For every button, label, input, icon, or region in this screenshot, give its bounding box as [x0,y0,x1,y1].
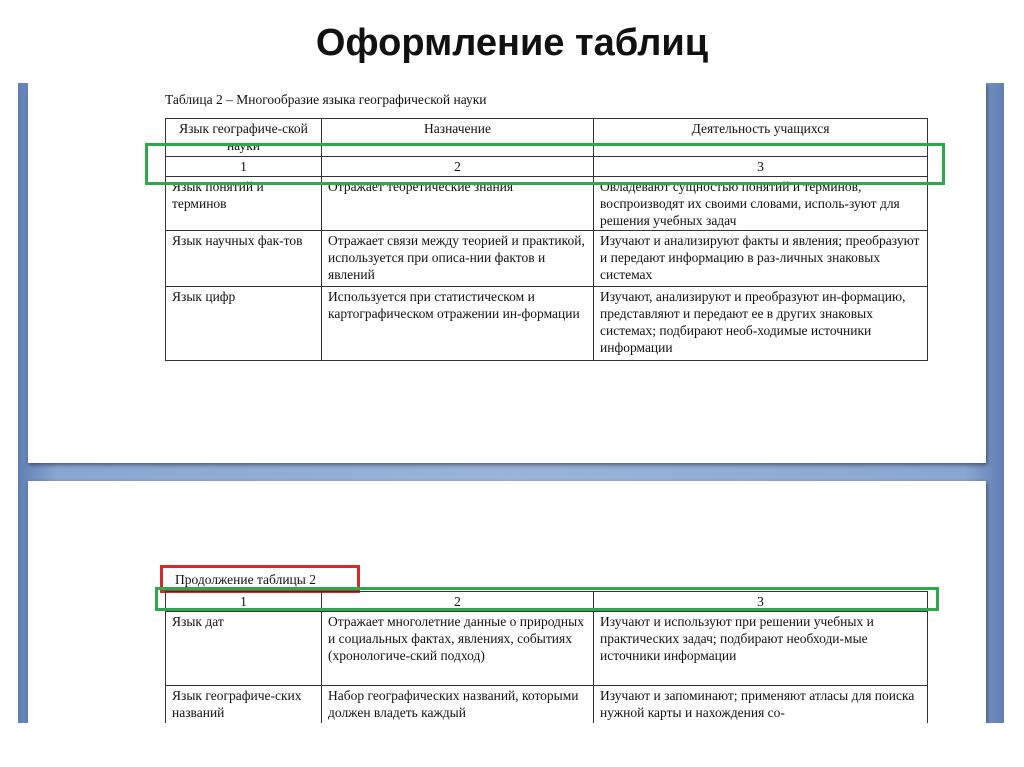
highlight-box-numbering [145,143,945,185]
column-number: 1 [166,592,322,612]
table-cell: Язык дат [166,612,322,686]
header-cell: Назначение [322,119,594,157]
table-cell: Язык цифр [166,287,322,361]
table-cell: Отражает многолетние данные о природных и социальных фактах, явлениях, событиях (хронологиче-ский подход) [322,612,594,686]
table-cell: Изучают и анализируют факты и явления; преобразуют и передают информацию в раз-личных знаковых системах [594,231,928,287]
table-cell: Набор географических названий, которыми должен владеть каждый [322,686,594,724]
continuation-caption: Продолжение таблицы 2 [175,572,316,587]
table-cell: Изучают и запоминают; применяют атласы для поиска нужной карты и нахождения со- [594,686,928,724]
table-cell: Используется при статистическом и картографическом отражении ин-формации [322,287,594,361]
document-page-1 [28,83,986,463]
highlight-box-numbering [155,587,939,611]
header-cell: Деятельность учащихся [594,119,928,157]
table-cell: Отражает связи между теорией и практикой, используется при описа-нии фактов и явлений [322,231,594,287]
table-cell: Язык географиче-ских названий [166,686,322,724]
document-viewer[interactable] [18,83,1004,723]
table-row [166,686,928,724]
table-caption: Таблица 2 – Многообразие языка географической науки [165,92,487,107]
column-number: 2 [322,157,594,177]
table-cell: Овладевают сущностью понятий и терминов, воспроизводят их своими словами, исполь-зуют для решения учебных задач [594,177,928,231]
table-cell: Изучают и используют при решении учебных и практических задач; подбирают необходи-мые источники информации [594,612,928,686]
table-cell: Изучают, анализируют и преобразуют ин-формацию, представляют и передают ее в других знаковых системах; подбирают необ-ходимые источники информации [594,287,928,361]
column-number: 1 [166,157,322,177]
slide-title: Оформление таблиц [315,22,709,64]
column-number: 3 [594,157,928,177]
column-number: 2 [322,592,594,612]
column-number: 3 [594,592,928,612]
table-row [166,612,928,686]
table-cell: Язык научных фак-тов [166,231,322,287]
table-row [166,231,928,287]
table-cell: Язык понятий и терминов [166,177,322,231]
table-row [166,287,928,361]
header-cell: Язык географиче-ской науки [166,119,322,157]
table-cell: Отражает теоретические знания [322,177,594,231]
document-page-2 [28,481,986,723]
